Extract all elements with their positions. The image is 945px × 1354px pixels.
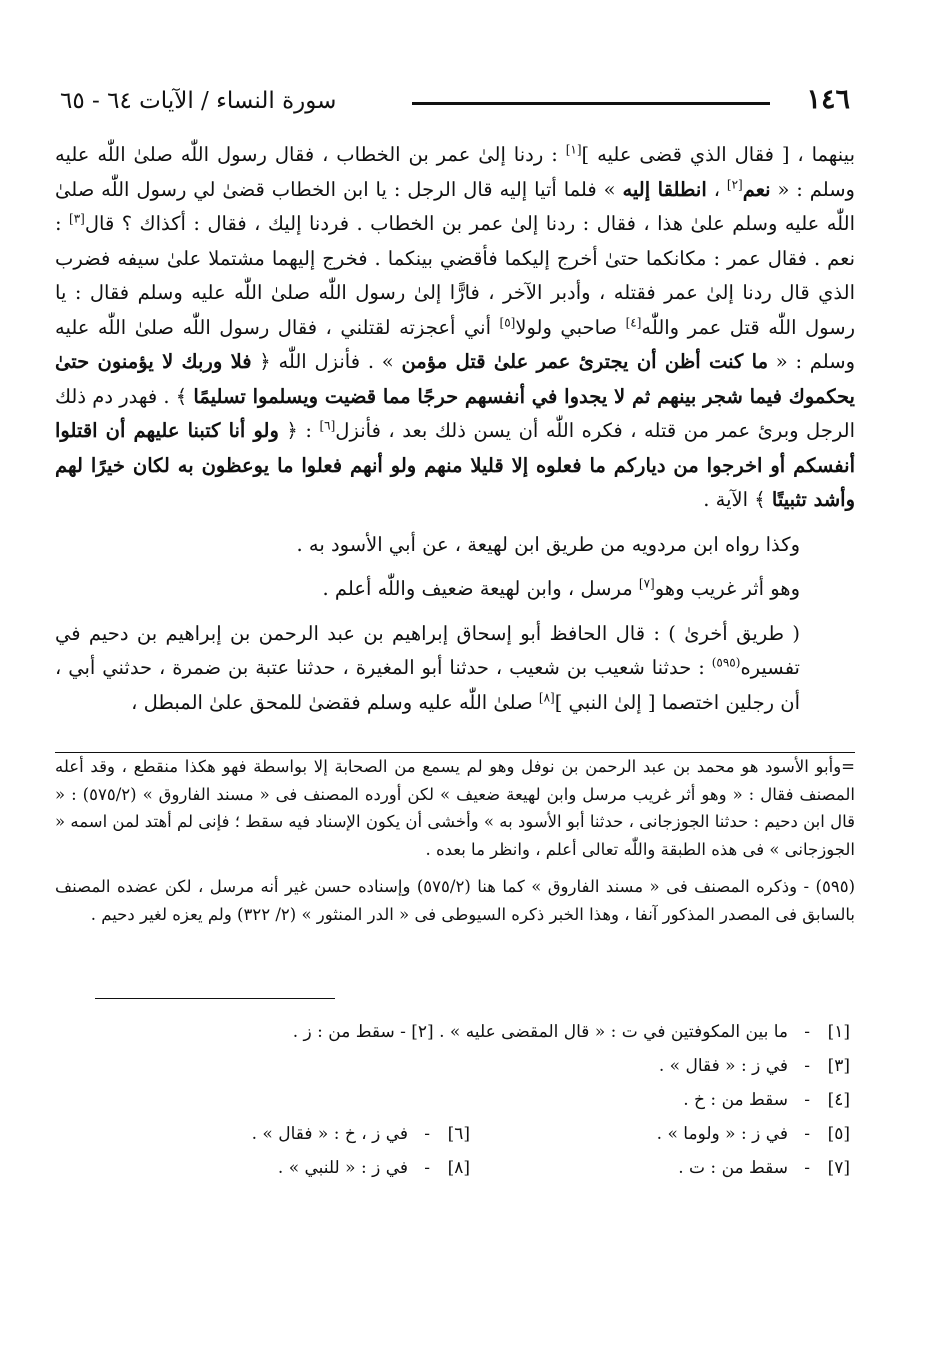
- variant-row: [90, 1090, 850, 1124]
- paragraph-other-route: ( طريق أخرىٰ ) : قال الحافظ أبو إسحاق إبراهيم بن عبد الرحمن بن إبراهيم بن دحيم في تفسيره$^{(٥٩٥)}$ : حدثنا شعيب بن شعيب ، حدثنا أبو المغيرة ، حدثنا عتبة بن ضمرة ، حدثني أبي ، أن رجلين اختصما [ إلىٰ النبي ][٨] صلىٰ اللّٰه عليه وسلم فقضىٰ للمحق علىٰ المبطل ،: [55, 621, 800, 714]
- footnote-continued: =وأبو الأسود هو محمد بن عبد الرحمن بن نوفل وهو لم يسمع من الصحابة إلا بواسطة فهو هكذا منقطع ، وقد أعله المصنف فقال : « وهو أثر غريب مرسل وابن لهيعة ضعيف » لكن أورده المصنف فى « مسند الفاروق » (٥٧٥/٢) : « قال ابن دحيم : حدثنا الجوزجانى ، حدثنا أبو الأسود به » وأخشى أن يكون الإسناد فيه سقط ؛ فإنى لم أهتد لمن اسمه « الجوزجانى » فى هذه الطبقة واللّٰه تعالى أعلم ، وانظر ما بعده .: [55, 757, 856, 859]
- variant-entry: [٤]-سقط من : خ .: [683, 1090, 850, 1110]
- variant-ref-8: [٨]: [538, 690, 555, 704]
- variant-entry: [٧]-سقط من : ت .: [678, 1158, 850, 1178]
- variant-entry: [٣]-في ز : « فقال » .: [658, 1056, 850, 1076]
- variant-entry: [٨]-في ز : « للنبي » .: [277, 1158, 470, 1178]
- footnote-separator: [95, 998, 335, 999]
- paragraph-narration: وكذا رواه ابن مردويه من طريق ابن لهيعة ، عن أبي الأسود به .: [296, 532, 800, 556]
- paragraph-hadith: بينهما ، [ فقال الذي قضى عليه ][١] : ردنا إلىٰ عمر بن الخطاب ، فقال رسول اللّٰه صلىٰ اللّٰه عليه وسلم : « نعم[٢] ، انطلقا إليه » فلما أتيا إليه قال الرجل : يا ابن الخطاب قضىٰ لي رسول اللّٰه صلىٰ اللّٰه عليه وسلم علىٰ هذا ، فقال : ردنا إلىٰ عمر بن الخطاب . فردنا إليك ، فقال : أكذاك ؟ قال[٣] : نعم . فقال عمر : مكانكما حتىٰ أخرج إليكما فأقضي بينكما . فخرج إليهما مشتملا علىٰ سيفه فضرب الذي قال ردنا إلىٰ عمر فقتله ، وأدبر الآخر ، فارًّا إلىٰ رسول اللّٰه صلىٰ اللّٰه عليه وسلم فقال : يا رسول اللّٰه قتل عمر واللّٰه[٤] صاحبي ولولا[٥] أني أعجزته لقتلني ، فقال رسول اللّٰه صلىٰ اللّٰه عليه وسلم : « ما كنت أظن أن يجترئ عمر علىٰ قتل مؤمن » . فأنزل اللّٰه ﴿ فلا وربك لا يؤمنون حتىٰ يحكموك فيما شجر بينهم ثم لا يجدوا في أنفسهم حرجًا مما قضيت ويسلموا تسليمًا ﴾ . فهدر دم ذلك الرجل وبرئ عمر من قتله ، فكره اللّٰه أن يسن ذلك بعد ، فأنزل[٦] : ﴿ ولو أنا كتبنا عليهم أن اقتلوا أنفسكم أو اخرجوا من دياركم ما فعلوه إلا قليلا منهم ولو أنهم فعلوا ما يوعظون به لكان خيرًا لهم وأشد تثبيتًا ﴾ الآية .: [55, 142, 856, 511]
- variant-row: [90, 1124, 850, 1158]
- quran-verse-65: فلا وربك لا يؤمنون حتىٰ يحكموك فيما شجر بينهم ثم لا يجدوا في أنفسهم حرجًا مما قضيت ويسلموا تسليمًا: [55, 350, 855, 408]
- variant-row: [90, 1022, 850, 1056]
- main-text: [55, 138, 855, 720]
- variant-ref-5: [٥]: [499, 315, 516, 329]
- variant-row: [90, 1158, 850, 1192]
- footnote-ref-595: (٥٩٥): [711, 655, 741, 670]
- quran-verse-66: ولو أنا كتبنا عليهم أن اقتلوا أنفسكم أو اخرجوا من دياركم ما فعلوه إلا قليلا منهم ولو أنهم فعلوا ما يوعظون به لكان خيرًا لهم وأشد تثبيتًا: [55, 419, 855, 511]
- variant-entry: [١]-ما بين المكوفتين في ت : « قال المقضى عليه » . [٢] - سقط من : ز .: [292, 1022, 850, 1042]
- footnote-595: (٥٩٥) - وذكره المصنف فى « مسند الفاروق » كما هنا (٥٧٥/٢) وإسناده حسن غير أنه مرسل ، لكن عضده المصنف بالسابق فى المصدر المذكور آنفا ، وهذا الخبر ذكره السيوطى فى « الدر المنثور » (٢/ ٣٢٢) ولم يعزه لغير دحيم .: [55, 877, 855, 924]
- variant-ref-3: [٣]: [69, 211, 85, 226]
- paragraph-grading: وهو أثر غريب وهو[٧] مرسل ، وابن لهيعة ضعيف واللّٰه أعلم .: [322, 576, 800, 600]
- variant-row: [90, 1056, 850, 1090]
- variant-ref-6: [٦]: [319, 418, 336, 433]
- variant-ref-1: [١]: [565, 142, 582, 157]
- page-header: [60, 84, 850, 118]
- manuscript-variants: [90, 1022, 850, 1192]
- variant-ref-2: [٢]: [726, 177, 743, 191]
- page-number: ١٤٦: [806, 84, 850, 115]
- variant-entry: [٥]-في ز : « ولوما » .: [656, 1124, 850, 1144]
- footnotes: [55, 752, 855, 928]
- variant-ref-7: [٧]: [638, 576, 655, 591]
- variant-ref-4: [٤]: [625, 315, 642, 329]
- variant-entry: [٦]-في ز ، خ : « فقال » .: [251, 1124, 470, 1144]
- header-rule: [412, 102, 770, 105]
- running-title: سورة النساء / الآيات ٦٤ - ٦٥: [60, 88, 337, 114]
